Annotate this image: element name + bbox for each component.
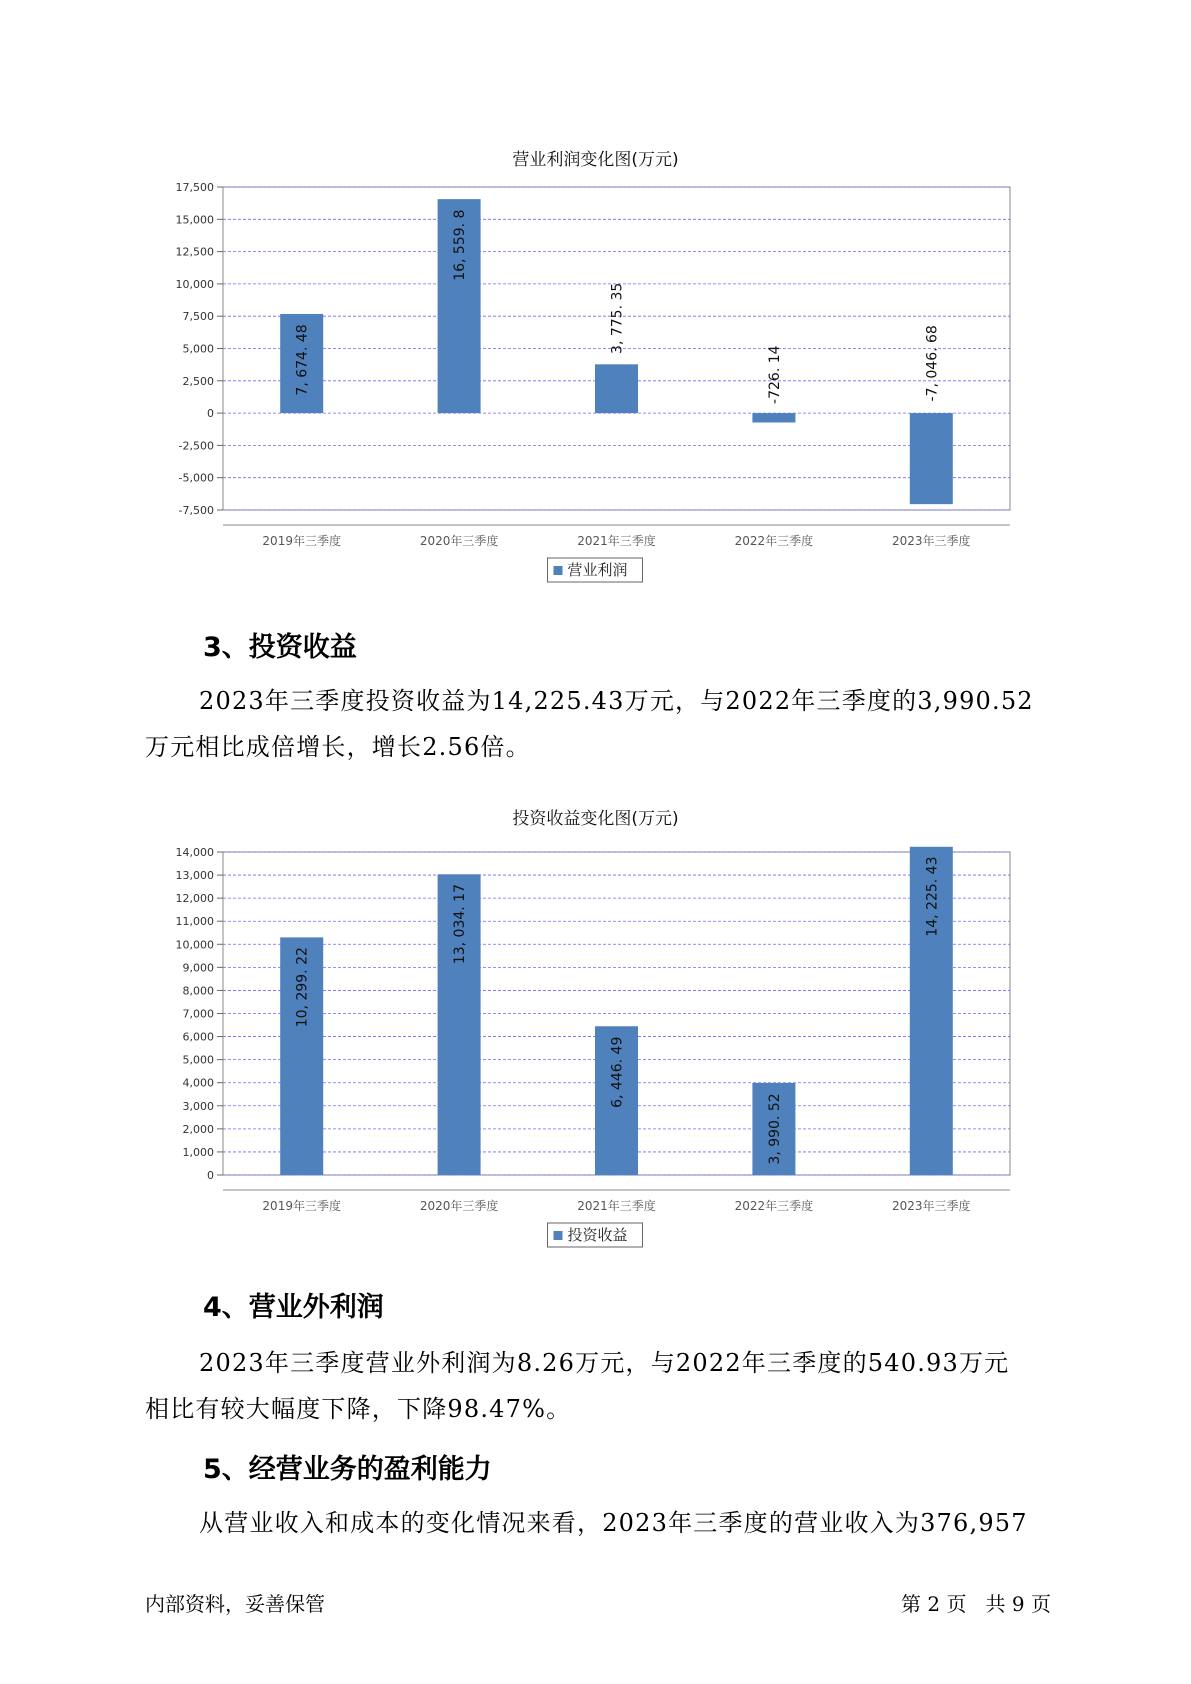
y-tick-label: 2,500 (182, 374, 214, 388)
operating-profit-chart (0, 170, 1191, 590)
y-tick-label: 5,000 (182, 1053, 214, 1067)
y-tick-label: 15,000 (175, 213, 214, 227)
bar-data-label: 13, 034. 17 (452, 884, 469, 965)
y-tick-label: 6,000 (182, 1030, 214, 1044)
y-tick-label: 12,000 (175, 892, 214, 906)
section-heading-investment-income: 3、投资收益 (203, 632, 357, 663)
y-tick-label: 10,000 (175, 277, 214, 291)
bar-data-label: -726. 14 (766, 345, 783, 404)
legend-swatch (554, 566, 563, 575)
section-heading-profitability: 5、经营业务的盈利能力 (203, 1454, 492, 1485)
y-tick-label: 3,000 (182, 1099, 214, 1113)
legend-label: 投资收益 (567, 1226, 628, 1244)
y-tick-label: 13,000 (175, 869, 214, 883)
bar (910, 413, 953, 504)
y-tick-label: 1,000 (182, 1145, 214, 1159)
legend-swatch (554, 1231, 563, 1240)
category-label: 2023年三季度 (892, 1199, 971, 1213)
y-tick-label: 7,000 (182, 1007, 214, 1021)
y-tick-label: 4,000 (182, 1076, 214, 1090)
y-tick-label: 7,500 (182, 310, 214, 324)
operating-profit-chart-title: 营业利润变化图(万元) (512, 150, 679, 170)
category-label: 2021年三季度 (577, 534, 656, 548)
bar-data-label: 3, 990. 52 (766, 1093, 783, 1165)
y-tick-label: 5,000 (182, 342, 214, 356)
bar-data-label: -7, 046. 68 (924, 325, 941, 402)
y-tick-label: 9,000 (182, 961, 214, 975)
section-paragraph-investment-income (145, 678, 1085, 770)
y-tick-label: 0 (207, 1169, 214, 1182)
bar-data-label: 10, 299. 22 (294, 947, 311, 1028)
paragraph-line: 相比有较大幅度下降，下降98.47%。 (145, 1395, 572, 1423)
y-tick-label: -5,000 (178, 471, 214, 485)
category-label: 2020年三季度 (419, 534, 499, 548)
y-tick-label: 2,000 (182, 1122, 214, 1136)
bar-data-label: 7, 674. 48 (294, 324, 311, 396)
y-tick-label: 17,500 (175, 181, 214, 194)
investment-income-chart-title: 投资收益变化图(万元) (512, 809, 679, 829)
y-tick-label: 11,000 (175, 915, 214, 929)
paragraph-line: 2023年三季度投资收益为14,225.43万元，与2022年三季度的3,990.52 (199, 687, 1034, 715)
category-label: 2021年三季度 (577, 1199, 656, 1213)
y-tick-label: 10,000 (175, 938, 214, 952)
paragraph-line: 万元相比成倍增长，增长2.56倍。 (145, 733, 531, 761)
bar-data-label: 16, 559. 8 (452, 209, 469, 281)
section-heading-non-operating-profit: 4、营业外利润 (203, 1292, 384, 1323)
bar-data-label: 3, 775. 35 (609, 282, 626, 354)
legend-label: 营业利润 (567, 561, 628, 579)
section-paragraph-profitability (145, 1500, 1085, 1546)
y-tick-label: 0 (207, 407, 214, 421)
y-tick-label: 12,500 (175, 245, 214, 259)
category-label: 2022年三季度 (734, 1199, 814, 1213)
y-tick-label: -7,500 (178, 504, 214, 517)
bar-data-label: 6, 446. 49 (609, 1036, 626, 1108)
section-paragraph-non-operating-profit (145, 1340, 1085, 1432)
footer-confidential-note: 内部资料，妥善保管 (145, 1592, 325, 1616)
bar-data-label: 14, 225. 43 (924, 856, 941, 937)
category-label: 2019年三季度 (262, 1199, 341, 1213)
bar (752, 413, 795, 422)
investment-income-chart (0, 835, 1191, 1255)
category-label: 2020年三季度 (419, 1199, 499, 1213)
y-tick-label: 14,000 (175, 846, 214, 859)
bar (595, 364, 638, 413)
category-label: 2019年三季度 (262, 534, 341, 548)
paragraph-line: 从营业收入和成本的变化情况来看，2023年三季度的营业收入为376,957 (199, 1509, 1028, 1537)
category-label: 2023年三季度 (892, 534, 971, 548)
y-tick-label: 8,000 (182, 984, 214, 998)
category-label: 2022年三季度 (734, 534, 814, 548)
y-tick-label: -2,500 (178, 439, 214, 453)
footer-page-number: 第 2 页 共 9 页 (901, 1592, 1051, 1616)
paragraph-line: 2023年三季度营业外利润为8.26万元，与2022年三季度的540.93万元 (199, 1349, 1010, 1377)
